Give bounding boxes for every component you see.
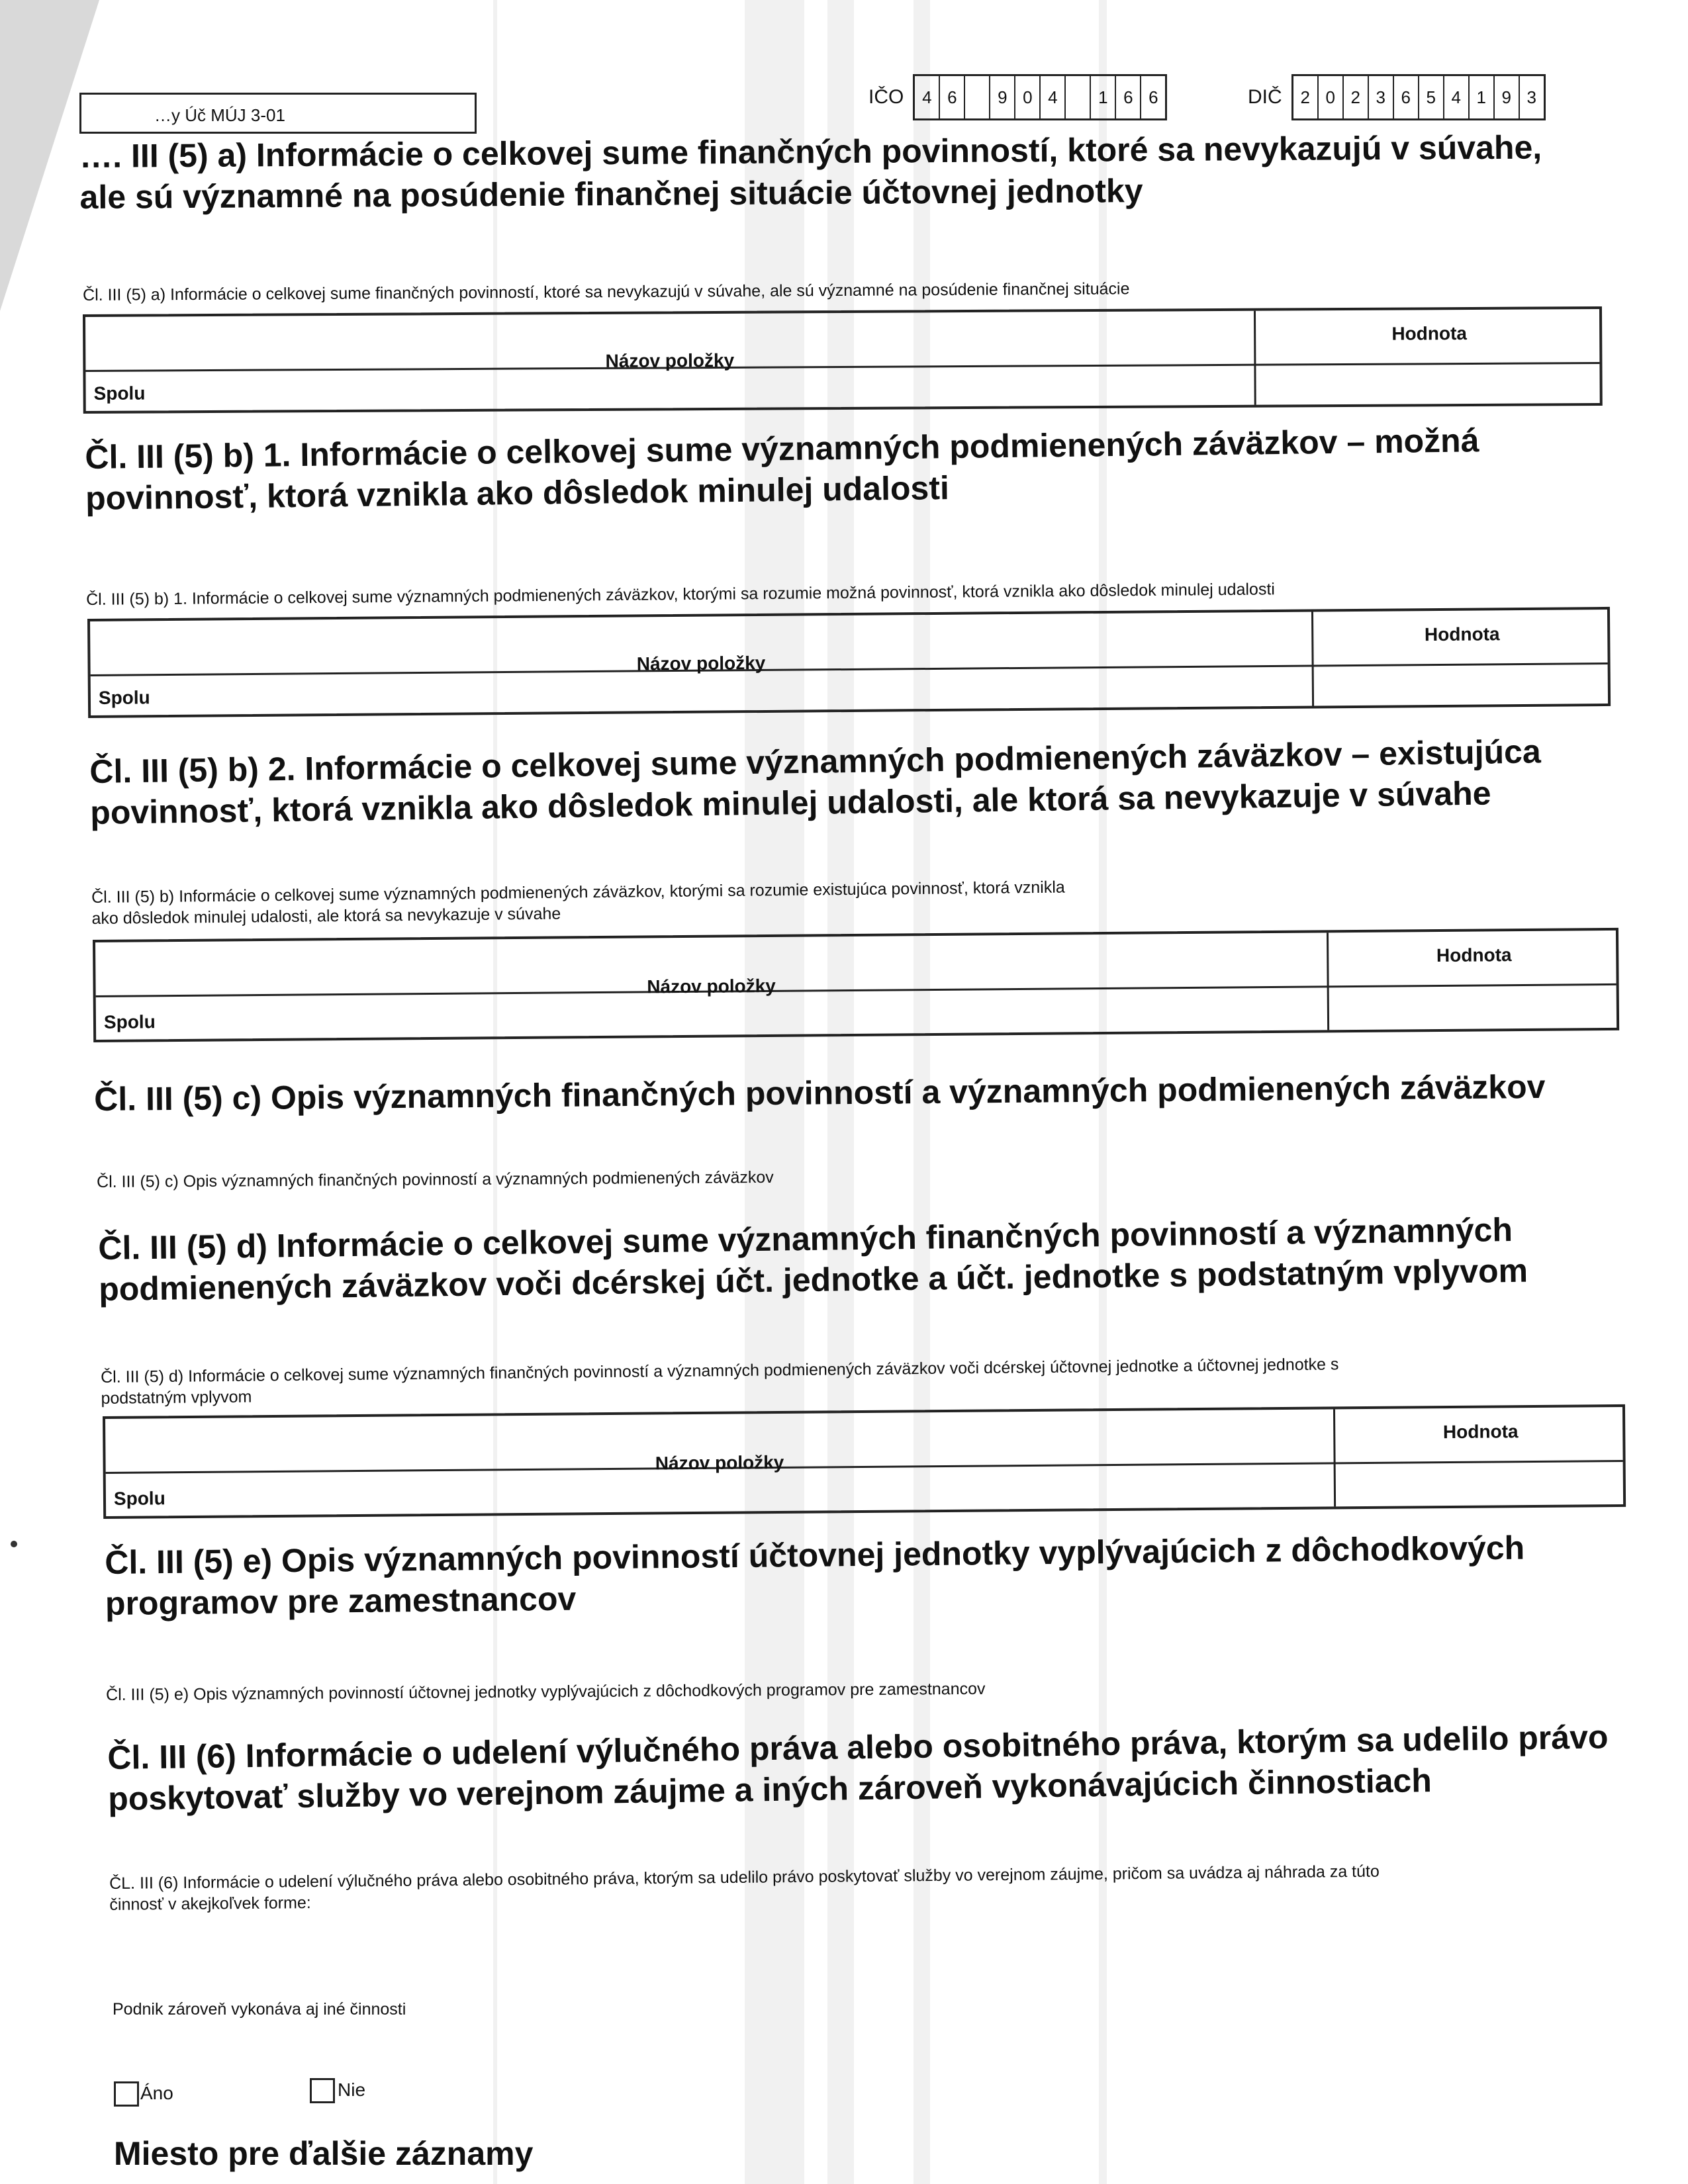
section-5b2-table: [93, 928, 1619, 1042]
section-5b2-caption-line2: ako dôsledok minulej udalosti, ale ktorá sa nevykazuje v súvahe: [91, 904, 561, 928]
section-5d-caption-line1: Čl. III (5) d) Informácie o celkovej sume významných finančných povinností a významných podmienených záväzkov voči dcérskej účtovnej jednotke a účtovnej jednotke s: [101, 1355, 1339, 1387]
column-value-header: Hodnota: [1436, 944, 1512, 966]
digit-box[interactable]: 0: [1319, 76, 1344, 118]
no-label: Nie: [338, 2079, 366, 2100]
section-5d-title: [98, 1209, 1528, 1310]
section-5c-caption: Čl. III (5) c) Opis významných finančných povinností a významných podmienených záväzkov: [97, 1167, 774, 1191]
section-5b1-table: [87, 607, 1611, 718]
total-row-label: Spolu: [98, 687, 150, 708]
dic-field: [1248, 74, 1546, 120]
section-5b1-caption: Čl. III (5) b) 1. Informácie o celkovej sume významných podmienených záväzkov, ktorými sa rozumie možná povinnosť, ktorá vznikla ako dôsledok minulej udalosti: [86, 580, 1276, 609]
section-5b1-title: [85, 420, 1480, 519]
column-name-header: Názov položky: [605, 349, 735, 371]
section-6-title-line2: poskytovať služby vo verejnom záujme a iných zároveň vykonávajúcich činnostiach: [107, 1762, 1432, 1817]
column-name-header: Názov položky: [636, 652, 766, 674]
form-code: …y Úč MÚJ 3-01: [79, 93, 477, 134]
section-5a-title: [79, 127, 1542, 218]
digit-box[interactable]: 2: [1344, 76, 1369, 118]
digit-box[interactable]: 9: [1495, 76, 1520, 118]
section-5b2-caption-line1: Čl. III (5) b) Informácie o celkovej sume významných podmienených záväzkov, ktorými sa rozumie existujúca povinnosť, ktorá vznikla: [91, 878, 1065, 907]
section-5d-title-line2: podmienených záväzkov voči dcérskej účt. jednotke a účt. jednotke s podstatným vplyvom: [98, 1251, 1528, 1308]
digit-box[interactable]: 5: [1419, 76, 1444, 118]
digit-box[interactable]: 3: [1369, 76, 1394, 118]
section-6-caption-line2: činnosť v akejkoľvek forme:: [109, 1893, 311, 1914]
column-name-header: Názov položky: [655, 1451, 784, 1473]
digit-box[interactable]: 4: [915, 76, 940, 118]
yes-label: Áno: [140, 2083, 173, 2103]
section-5d-title-line1: Čl. III (5) d) Informácie o celkovej sume významných finančných povinností a významných: [98, 1211, 1513, 1267]
column-name-header: Názov položky: [647, 975, 776, 997]
section-5b1-title-line1: Čl. III (5) b) 1. Informácie o celkovej sume významných podmienených záväzkov – možná: [85, 422, 1479, 476]
column-value-header: Hodnota: [1442, 1421, 1519, 1443]
section-6-caption: [109, 1861, 1380, 1915]
section-5b2-title-line2: povinnosť, ktorá vznikla ako dôsledok minulej udalosti, ale ktorá sa nevykazuje v súvahe: [89, 774, 1491, 831]
digit-box[interactable]: 2: [1293, 76, 1319, 118]
ico-digit-boxes: [913, 74, 1167, 120]
dic-label: DIČ: [1248, 86, 1282, 108]
digit-box[interactable]: [1066, 76, 1091, 118]
section-5e-title-line1: Čl. III (5) e) Opis významných povinností účtovnej jednotky vyplývajúcich z dôchodkových: [105, 1529, 1525, 1581]
dic-digit-boxes: [1291, 74, 1546, 120]
section-6-title-line1: Čl. III (6) Informácie o udelení výlučného práva alebo osobitného práva, ktorým sa udelilo právo: [107, 1718, 1609, 1776]
section-5e-caption: Čl. III (5) e) Opis významných povinností účtovnej jednotky vyplývajúcich z dôchodkových programov pre zamestnancov: [106, 1679, 986, 1704]
section-5a-title-line1: …. III (5) a) Informácie o celkovej sume finančných povinností, ktoré sa nevykazujú v súvahe,: [79, 128, 1542, 175]
section-5a-caption: Čl. III (5) a) Informácie o celkovej sume finančných povinností, ktoré sa nevykazujú v súvahe, ale sú významné na posúdenie finančnej situácie: [83, 279, 1130, 304]
digit-box[interactable]: 1: [1470, 76, 1495, 118]
no-checkbox[interactable]: [310, 2078, 335, 2103]
column-value-header: Hodnota: [1391, 323, 1468, 344]
section-5b2-title: [89, 731, 1542, 833]
section-5e-title: [105, 1527, 1525, 1624]
digit-box[interactable]: 4: [1444, 76, 1470, 118]
section-5b2-title-line1: Čl. III (5) b) 2. Informácie o celkovej sume významných podmienených záväzkov – existujúca: [89, 733, 1542, 790]
section-6-title: [107, 1716, 1609, 1819]
column-value-header: Hodnota: [1424, 623, 1500, 645]
total-row-label: Spolu: [113, 1488, 165, 1509]
section-6-caption-line1: ČL. III (6) Informácie o udelení výlučného práva alebo osobitného práva, ktorým sa udelilo právo poskytovať služby vo verejnom záujme, pričom sa uvádza aj náhrada za túto: [109, 1862, 1380, 1893]
yes-checkbox[interactable]: [114, 2081, 139, 2107]
digit-box[interactable]: 6: [1394, 76, 1419, 118]
digit-box[interactable]: 4: [1041, 76, 1066, 118]
digit-box[interactable]: [965, 76, 990, 118]
digit-box[interactable]: 9: [990, 76, 1015, 118]
section-5a-table: [83, 306, 1603, 414]
digit-box[interactable]: 1: [1091, 76, 1116, 118]
additional-notes-title: Miesto pre ďalšie záznamy: [114, 2135, 534, 2172]
digit-box[interactable]: 0: [1015, 76, 1041, 118]
digit-box[interactable]: 6: [1116, 76, 1141, 118]
section-5c-title: Čl. III (5) c) Opis významných finančných povinností a významných podmienených záväzkov: [94, 1068, 1546, 1118]
section-5b1-title-line2: povinnosť, ktorá vznikla ako dôsledok minulej udalosti: [85, 469, 950, 517]
digit-box[interactable]: 3: [1526, 87, 1536, 107]
section-5a-title-line2: ale sú významné na posúdenie finančnej situácie účtovnej jednotky: [79, 172, 1143, 216]
section-5e-title-line2: programov pre zamestnancov: [105, 1580, 577, 1622]
hole-punch-mark: [11, 1541, 17, 1547]
section-5d-caption: [101, 1353, 1339, 1409]
total-row-label: Spolu: [103, 1011, 156, 1032]
digit-box[interactable]: 6: [940, 76, 965, 118]
section-5d-caption-line2: podstatným vplyvom: [101, 1387, 252, 1408]
ico-field: [868, 74, 1167, 120]
ico-label: IČO: [868, 86, 904, 108]
section-5d-table: [103, 1404, 1626, 1519]
digit-box[interactable]: 6: [1149, 87, 1158, 107]
other-activities-question: Podnik zároveň vykonáva aj iné činnosti: [113, 2000, 406, 2019]
total-row-label: Spolu: [93, 383, 146, 404]
